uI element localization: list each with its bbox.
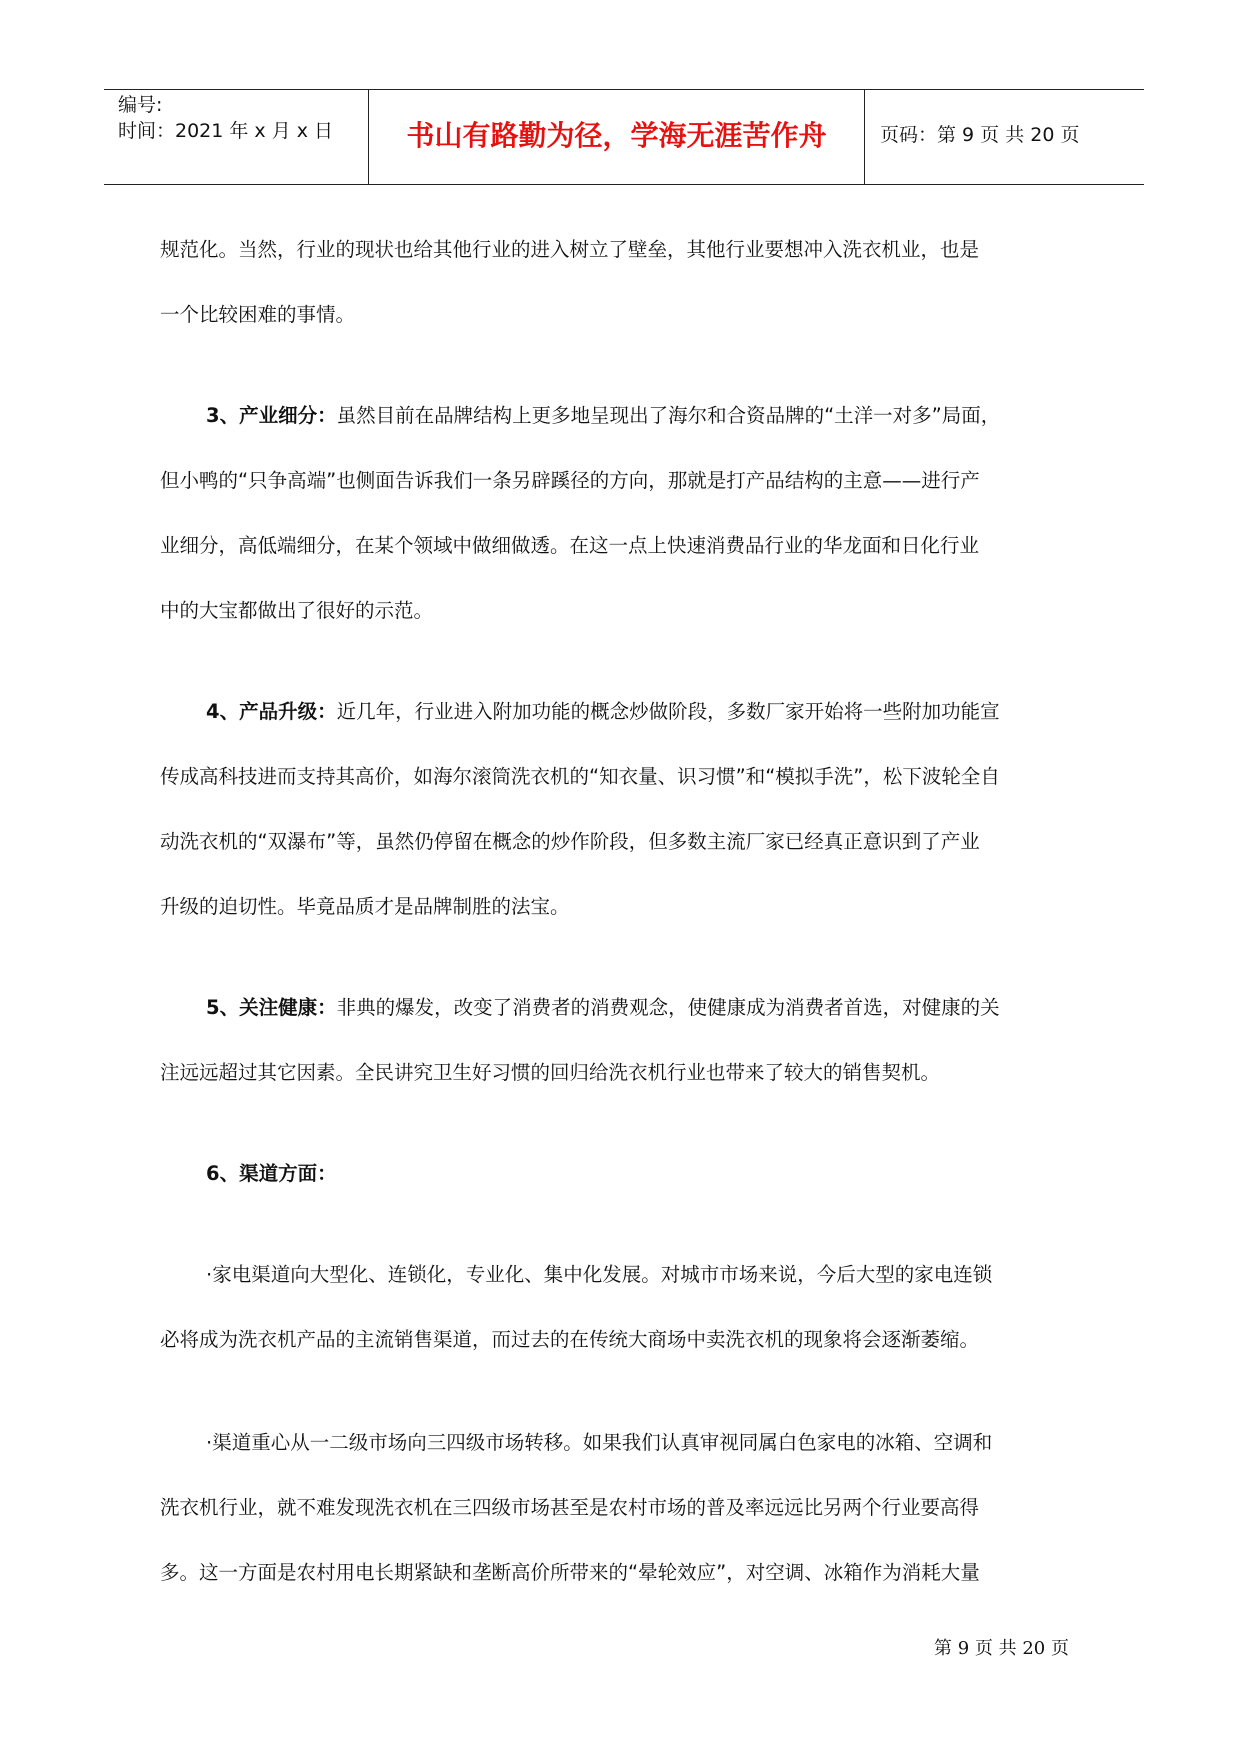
- bullet-line: ·家电渠道向大型化、连锁化，专业化、集中化发展。对城市市场来说，今后大型的家电连锁: [206, 1263, 993, 1286]
- section-heading: 6、渠道方面：: [206, 1162, 337, 1185]
- paragraph-line: 升级的迫切性。毕竟品质才是品牌制胜的法宝。: [160, 895, 570, 918]
- paragraph-text: 非典的爆发，改变了消费者的消费观念，使健康成为消费者首选，对健康的关: [336, 996, 1000, 1019]
- paragraph-text: 近几年，行业进入附加功能的概念炒做阶段，多数厂家开始将一些附加功能宣: [336, 700, 1000, 723]
- paragraph-line: 必将成为洗衣机产品的主流销售渠道，而过去的在传统大商场中卖洗衣机的现象将会逐渐萎缩。: [160, 1328, 980, 1351]
- section-heading: 4、产品升级：: [206, 700, 337, 723]
- paragraph-line: 规范化。当然，行业的现状也给其他行业的进入树立了壁垒，其他行业要想冲入洗衣机业，也是: [160, 238, 980, 261]
- section-heading: 5、关注健康：: [206, 996, 337, 1019]
- section-heading-line: [160, 383, 1095, 448]
- time-label: 时间：2021 年 x 月 x 日: [118, 120, 334, 142]
- paragraph-line: 但小鸭的“只争高端”也侧面告诉我们一条另辟蹊径的方向，那就是打产品结构的主意——进行产: [160, 469, 980, 492]
- section-heading-line: [160, 679, 1095, 744]
- paragraph-line: 一个比较困难的事情。: [160, 303, 356, 326]
- paragraph-line: 洗衣机行业，就不难发现洗衣机在三四级市场甚至是农村市场的普及率远远比另两个行业要高得: [160, 1496, 980, 1519]
- header-page-cell: [866, 90, 1144, 184]
- paragraph-line: 注远远超过其它因素。全民讲究卫生好习惯的回归给洗衣机行业也带来了较大的销售契机。: [160, 1061, 941, 1084]
- section-heading-line: [160, 975, 1095, 1040]
- number-label: 编号:: [118, 94, 163, 116]
- section-heading: 3、产业细分：: [206, 404, 337, 427]
- paragraph-line: 业细分，高低端细分，在某个领域中做细做透。在这一点上快速消费品行业的华龙面和日化行业: [160, 534, 980, 557]
- paragraph-text: 虽然目前在品牌结构上更多地呈现出了海尔和合资品牌的“土洋一对多”局面，: [336, 404, 1001, 427]
- paragraph-line: 中的大宝都做出了很好的示范。: [160, 599, 434, 622]
- header-motto-cell: [369, 90, 865, 184]
- bullet-line: ·渠道重心从一二级市场向三四级市场转移。如果我们认真审视同属白色家电的冰箱、空调和: [206, 1431, 993, 1454]
- paragraph-line: 传成高科技进而支持其高价，如海尔滚筒洗衣机的“知衣量、识习惯”和“模拟手洗”，松下波轮全自: [160, 765, 1000, 788]
- paragraph-line: 多。这一方面是农村用电长期紧缺和垄断高价所带来的“晕轮效应”，对空调、冰箱作为消耗大量: [160, 1561, 980, 1584]
- page-header: [104, 89, 1144, 185]
- motto-text: 书山有路勤为径，学海无涯苦作舟: [406, 119, 827, 152]
- section-heading-line: [160, 1141, 1095, 1206]
- paragraph-line: 动洗衣机的“双瀑布”等，虽然仍停留在概念的炒作阶段，但多数主流厂家已经真正意识到了产业: [160, 830, 980, 853]
- document-body: [160, 217, 1095, 1605]
- page-footer: 第 9 页 共 20 页: [934, 1638, 1069, 1659]
- header-info-cell: [104, 90, 369, 184]
- page-code: 页码：第 9 页 共 20 页: [880, 124, 1080, 146]
